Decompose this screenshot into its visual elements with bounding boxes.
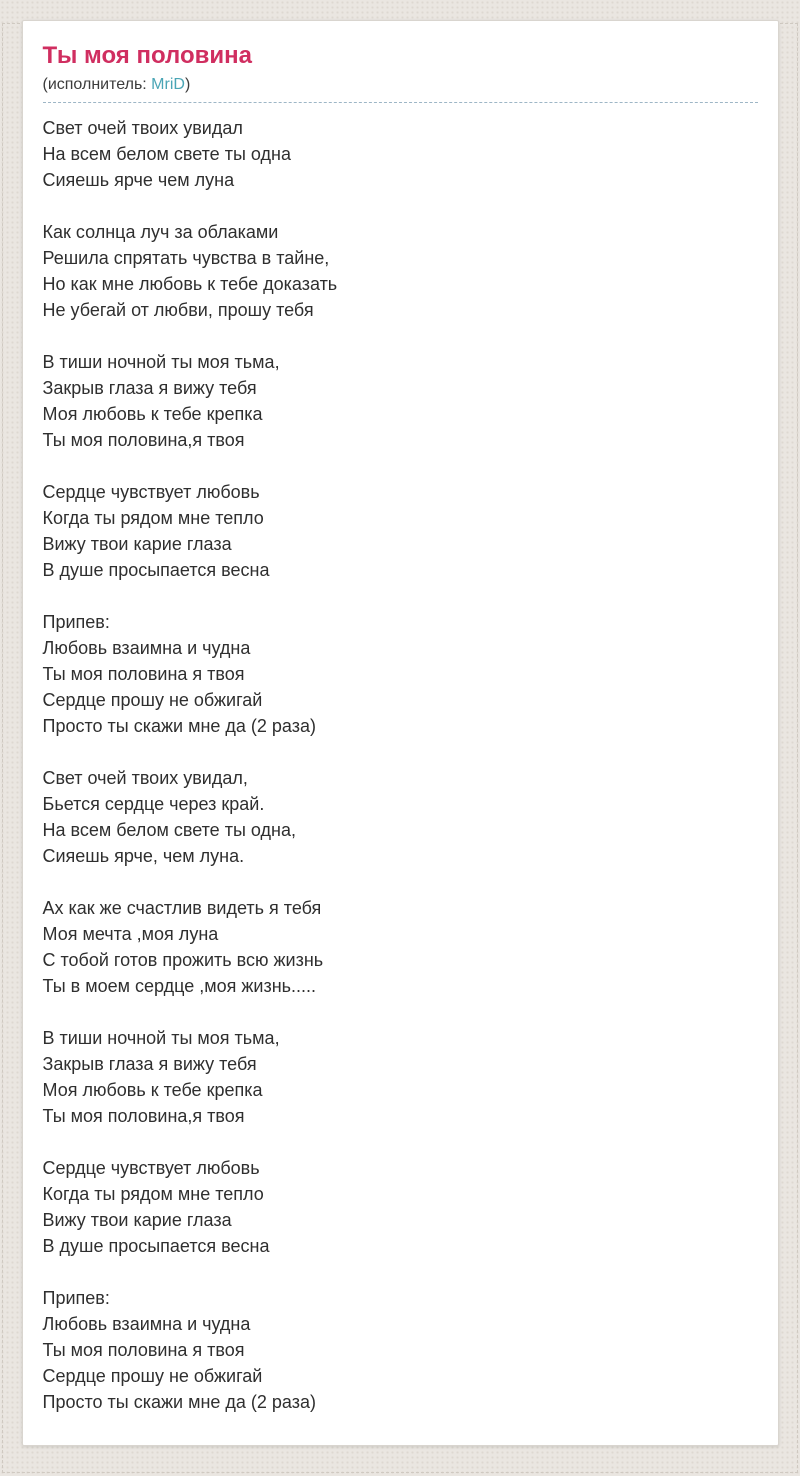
artist-label-suffix: ) <box>184 76 191 93</box>
lyrics-stanza: Сердце чувствует любовь Когда ты рядом мне тепло Вижу твои карие глаза В душе просыпается весна <box>42 1158 270 1256</box>
lyrics-stanza: Свет очей твоих увидал На всем белом свете ты одна Сияешь ярче чем луна <box>42 118 291 190</box>
song-header <box>43 42 758 103</box>
artist-label-prefix: (исполнитель: <box>42 76 152 93</box>
lyrics-text <box>43 115 758 1415</box>
lyrics-stanza: Сердце чувствует любовь Когда ты рядом мне тепло Вижу твои карие глаза В душе просыпается весна <box>42 482 270 580</box>
page-title: Ты моя половина <box>42 42 252 69</box>
lyrics-card <box>22 20 779 1446</box>
artist-link[interactable]: MriD <box>151 76 185 93</box>
lyrics-stanza: В тиши ночной ты моя тьма, Закрыв глаза я вижу тебя Моя любовь к тебе крепка Ты моя половина,я твоя <box>42 352 280 450</box>
lyrics-stanza: В тиши ночной ты моя тьма, Закрыв глаза я вижу тебя Моя любовь к тебе крепка Ты моя половина,я твоя <box>42 1028 280 1126</box>
lyrics-stanza: Припев: Любовь взаимна и чудна Ты моя половина я твоя Сердце прошу не обжигай Просто ты скажи мне да (2 раза) <box>42 612 316 736</box>
page-background <box>0 20 800 1476</box>
lyrics-stanza: Свет очей твоих увидал, Бьется сердце через край. На всем белом свете ты одна, Сияешь ярче, чем луна. <box>42 768 296 866</box>
lyrics-stanza: Как солнца луч за облаками Решила спрятать чувства в тайне, Но как мне любовь к тебе доказать Не убегай от любви, прошу тебя <box>42 222 338 320</box>
lyrics-stanza: Припев: Любовь взаимна и чудна Ты моя половина я твоя Сердце прошу не обжигай Просто ты скажи мне да (2 раза) <box>42 1288 316 1412</box>
artist-line <box>43 75 758 94</box>
lyrics-stanza: Ах как же счастлив видеть я тебя Моя мечта ,моя луна С тобой готов прожить всю жизнь Ты в моем сердце ,моя жизнь..... <box>42 898 324 996</box>
